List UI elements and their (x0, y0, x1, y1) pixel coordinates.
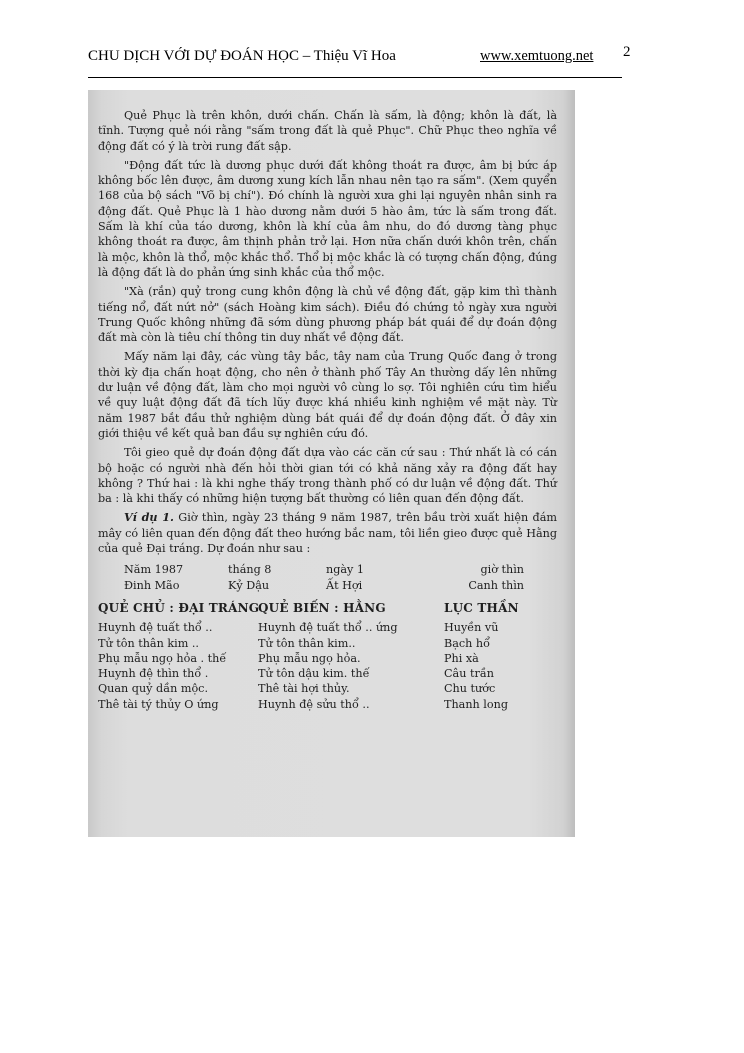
example-text: Giờ thìn, ngày 23 tháng 9 năm 1987, trên bầu trời xuất hiện đám mây có liên quan đến động đất theo hướng bắc nam, tôi liền gieo được quẻ Hằng của quẻ Đại tráng. Dự đoán như sau : (98, 511, 557, 556)
main-line: Quan quỷ dần mộc. (98, 682, 208, 696)
changed-line: Phụ mẫu ngọ hỏa. (258, 651, 361, 665)
spirit-item: Huyền vũ (444, 621, 499, 635)
ganzhi-day: Ất Hợi (326, 578, 363, 592)
spirit-item: Bạch hổ (444, 636, 490, 650)
paragraph-3: "Xà (rắn) quỷ trong cung khôn động là chủ về động đất, gặp kim thì thành tiếng nổ, đất nứt nở" (sách Hoàng kim sách). Điều đó chứng tỏ ngày xưa người Trung Quốc không những đã sớm dùng phương pháp bát quái để dự đoán động đất mà còn là tiêu chí thông tin duy nhất về động đất. (98, 285, 557, 345)
changed-line: Thê tài hợi thủy. (258, 682, 350, 696)
spirit-item: Chu tước (444, 682, 496, 696)
scanned-page (88, 90, 575, 837)
spirit-item: Phi xà (444, 651, 479, 665)
main-hexagram-heading: QUẺ CHỦ : ĐẠI TRÁNG (98, 600, 260, 615)
paragraph-5: Tôi gieo quẻ dự đoán động đất dựa vào các căn cứ sau : Thứ nhất là có cán bộ hoặc có người nhà đến hỏi thời gian tới có khả năng xảy ra động đất hay không ? Thứ hai : là khi nghe thấy trong thành phố có dư luận về động đất. Thứ ba : là khi thấy có những hiện tượng bất thường có liên quan đến động đất. (98, 446, 557, 506)
document-title: CHU DỊCH VỚI DỰ ĐOÁN HỌC – Thiệu Vĩ Hoa (88, 48, 396, 64)
date-day: ngày 1 (326, 563, 365, 577)
spirit-item: Câu trần (444, 667, 494, 681)
paragraph-2: "Động đất tức là dương phục dưới đất không thoát ra được, âm bị bức áp không bốc lên được, âm dương xung kích lẫn nhau nên tạo ra sấm". (Xem quyển 168 của bộ sách "Võ bị chí"). Đó chính là người xưa ghi lại nguyên nhân sinh ra động đất. Quẻ Phục là 1 hào dương nằm dưới 5 hào âm, tức là sấm trong đất. Sấm là khí của táo dương, khôn là khí của âm nhu, do đó dương tàng phục không thoát ra được, âm thịnh phản trở lại. Hơn nữa chấn dưới khôn trên, chấn là mộc, khôn là thổ, mộc khắc thổ. Thổ bị mộc khắc là có tượng chấn động, đúng là động đất là do phản ứng sinh khắc của thổ mộc. (98, 158, 557, 279)
page-number: 2 (623, 44, 631, 60)
main-hexagram-column (98, 601, 258, 712)
ganzhi-hour: Canh thìn (468, 578, 524, 592)
main-line: Thê tài tý thủy O ứng (98, 697, 219, 711)
changed-line: Huynh đệ tuất thổ .. ứng (258, 621, 398, 635)
page-header (88, 40, 634, 80)
date-hour: giờ thìn (480, 563, 524, 577)
date-year: Năm 1987 (124, 563, 184, 577)
ganzhi-month: Kỷ Dậu (228, 578, 270, 592)
changed-hexagram-column (258, 601, 444, 712)
website-link[interactable]: www.xemtuong.net (480, 48, 594, 64)
date-month: tháng 8 (228, 563, 272, 577)
spirit-item: Thanh long (444, 697, 508, 711)
main-line: Huynh đệ tuất thổ .. (98, 621, 213, 635)
ganzhi-year: Đinh Mão (124, 578, 180, 592)
paragraph-4: Mấy năm lại đây, các vùng tây bắc, tây nam của Trung Quốc đang ở trong thời kỳ địa chấn hoạt động, cho nên ở thành phố Tây An thường dấy lên những dư luận về động đất, làm cho mọi người vô cùng lo sợ. Tôi nghiên cứu tìm hiểu về quy luật động đất đã tích lũy được khá nhiều kinh nghiệm về mặt này. Từ năm 1987 bắt đầu thử nghiệm dùng bát quái để dự đoán động đất. Ở đây xin giới thiệu về kết quả ban đầu sự nghiên cứu đó. (98, 350, 557, 440)
six-spirits-heading: LỤC THẦN (444, 600, 519, 615)
example-paragraph (98, 510, 557, 556)
paragraph-1: Quẻ Phục là trên khôn, dưới chấn. Chấn là sấm, là động; khôn là đất, là tĩnh. Tượng quẻ nói rằng "sấm trong đất là quẻ Phục". Chữ Phục theo nghĩa về động đất có ý là trời rung đất sập. (98, 109, 557, 153)
header-divider (88, 77, 622, 78)
changed-line: Tử tôn dậu kim. thế (258, 667, 370, 681)
example-label: Ví dụ 1. (124, 510, 174, 525)
date-table (98, 562, 557, 593)
changed-hexagram-heading: QUẺ BIẾN : HẰNG (258, 600, 386, 615)
main-line: Tử tôn thân kim .. (98, 636, 199, 650)
changed-line: Tử tôn thân kim.. (258, 636, 356, 650)
changed-line: Huynh đệ sửu thổ .. (258, 697, 370, 711)
six-spirits-column (444, 601, 564, 712)
hexagram-table (98, 601, 557, 712)
main-line: Phụ mẫu ngọ hỏa . thế (98, 651, 227, 665)
main-line: Huynh đệ thìn thổ . (98, 667, 209, 681)
